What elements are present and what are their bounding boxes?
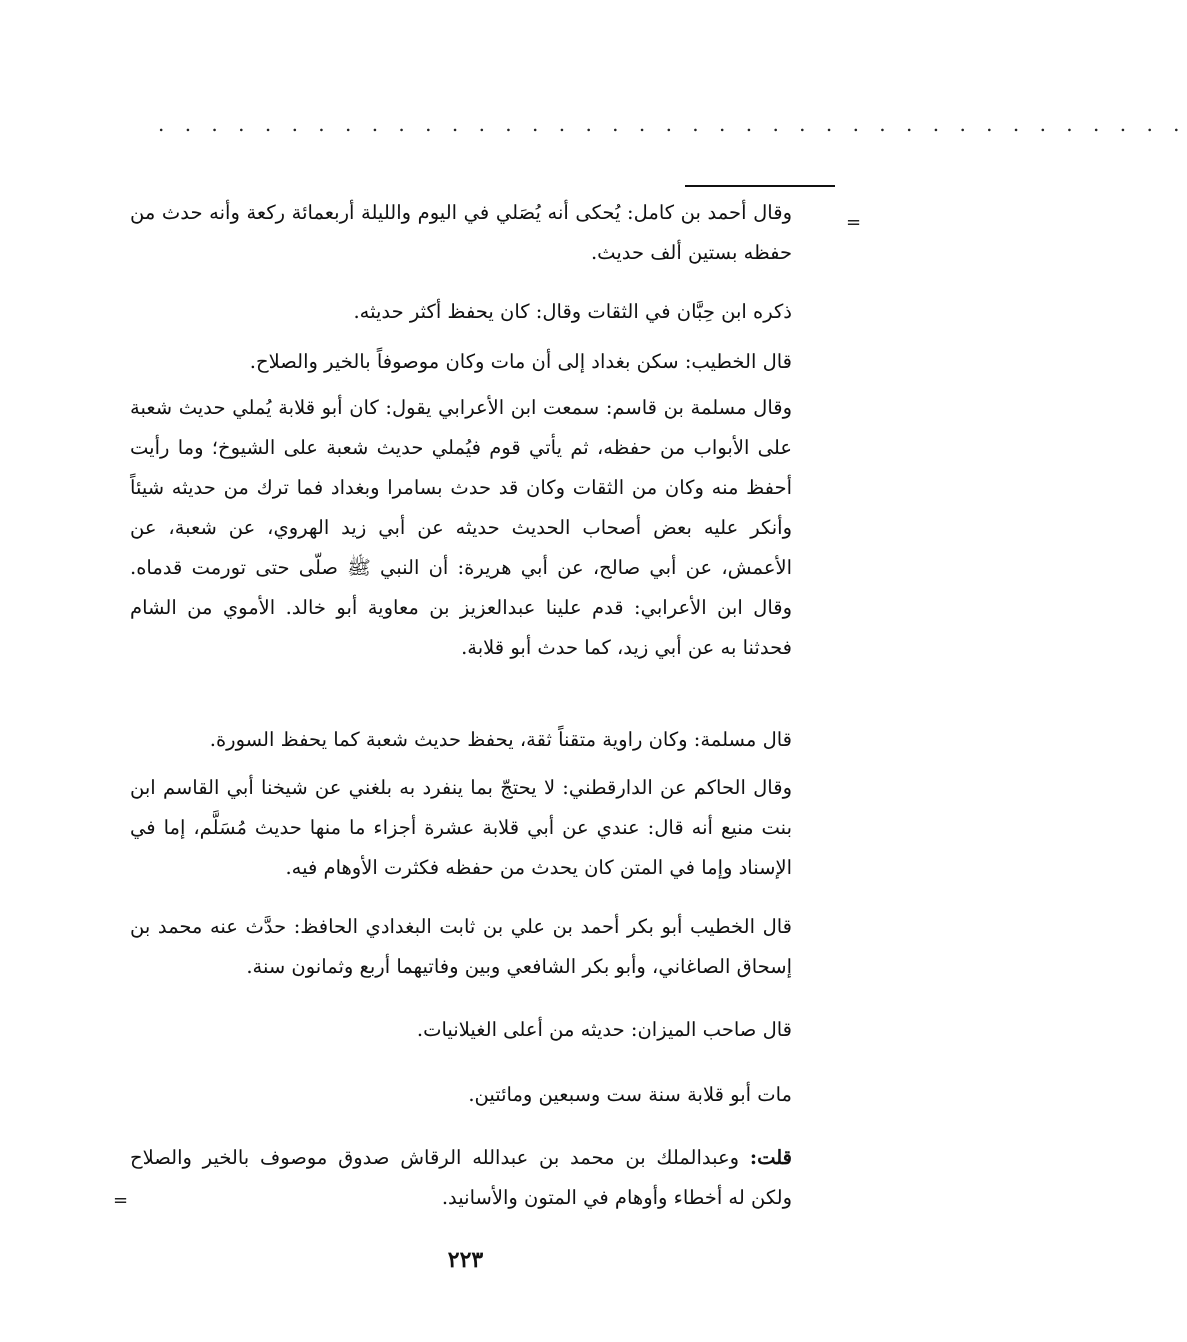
paragraph-khatib-baghdad: قال الخطيب: سكن بغداد إلى أن مات وكان موصوفاً بالخير والصلاح. xyxy=(249,350,792,373)
paragraph-khatib-abu-bakr: قال الخطيب أبو بكر أحمد بن علي بن ثابت البغدادي الحافظ: حدَّث عنه محمد بن إسحاق الصاغاني، وأبو بكر الشافعي وبين وفاتيهما أربع وثمانون سنة. xyxy=(130,915,792,978)
paragraph-death-year: مات أبو قلابة سنة ست وسبعين ومائتين. xyxy=(468,1083,792,1106)
paragraph-maslama: قال مسلمة: وكان راوية متقناً ثقة، يحفظ حديث شعبة كما يحفظ السورة. xyxy=(209,728,792,751)
paragraph-hakim-daraqutni: وقال الحاكم عن الدارقطني: لا يحتجّ بما ينفرد به بلغني عن شيخنا أبي القاسم ابن بنت منيع أنه قال: عندي عن أبي قلابة عشرة أجزاء ما منها حديث مُسَلَّم، إما في الإسناد وإما في المتن كان يحدث من حفظه فكثرت الأوهام فيه. xyxy=(130,776,792,879)
page-number: ٢٢٣ xyxy=(447,1247,484,1273)
paragraph-maslama-bin-qasim: وقال مسلمة بن قاسم: سمعت ابن الأعرابي يقول: كان أبو قلابة يُملي حديث شعبة على الأبواب من حفظه، ثم يأتي قوم فيُملي حديث شعبة على الشيوخ؛ وما رأيت أحفظ منه وكان من الثقات وكان قد حدث بسامرا وبغداد فما ترك من حديثه شيئاً وأنكر عليه بعض أصحاب الحديث حديثه عن أبي زيد الهروي، عن شعبة، عن الأعمش، عن أبي صالح، عن أبي هريرة: أن النبي ﷺ صلّى حتى تورمت قدماه. وقال ابن الأعرابي: قدم علينا عبدالعزيز بن معاوية أبو خالد. الأموي من الشام فحدثنا به عن أبي زيد، كما حدث أبو قلابة. xyxy=(130,396,792,659)
qultu-lead: قلت: xyxy=(749,1146,792,1169)
margin-mark-top: = xyxy=(846,212,862,233)
qultu-text: وعبدالملك بن محمد بن عبدالله الرقاش صدوق موصوف بالخير والصلاح ولكن له أخطاء وأوهام في المتون والأسانيد. xyxy=(130,1146,792,1209)
paragraph-qultu xyxy=(130,1138,792,1218)
paragraph-ibn-hibban: ذكره ابن حِبَّان في الثقات وقال: كان يحفظ أكثر حديثه. xyxy=(353,300,792,323)
paragraph-mizan: قال صاحب الميزان: حديثه من أعلى الغيلانيات. xyxy=(416,1018,792,1041)
paragraph-ahmad-bin-kamil: وقال أحمد بن كامل: يُحكى أنه يُصَلي في اليوم والليلة أربعمائة ركعة وأنه حدث من حفظه بستين ألف حديث. xyxy=(130,201,792,264)
footnote-rule xyxy=(685,185,835,187)
margin-mark-bottom: = xyxy=(113,1190,129,1211)
separator-dots: . . . . . . . . . . . . . . . . . . . . . . . . . . . . . . . . . . . . . . . xyxy=(158,112,1187,136)
